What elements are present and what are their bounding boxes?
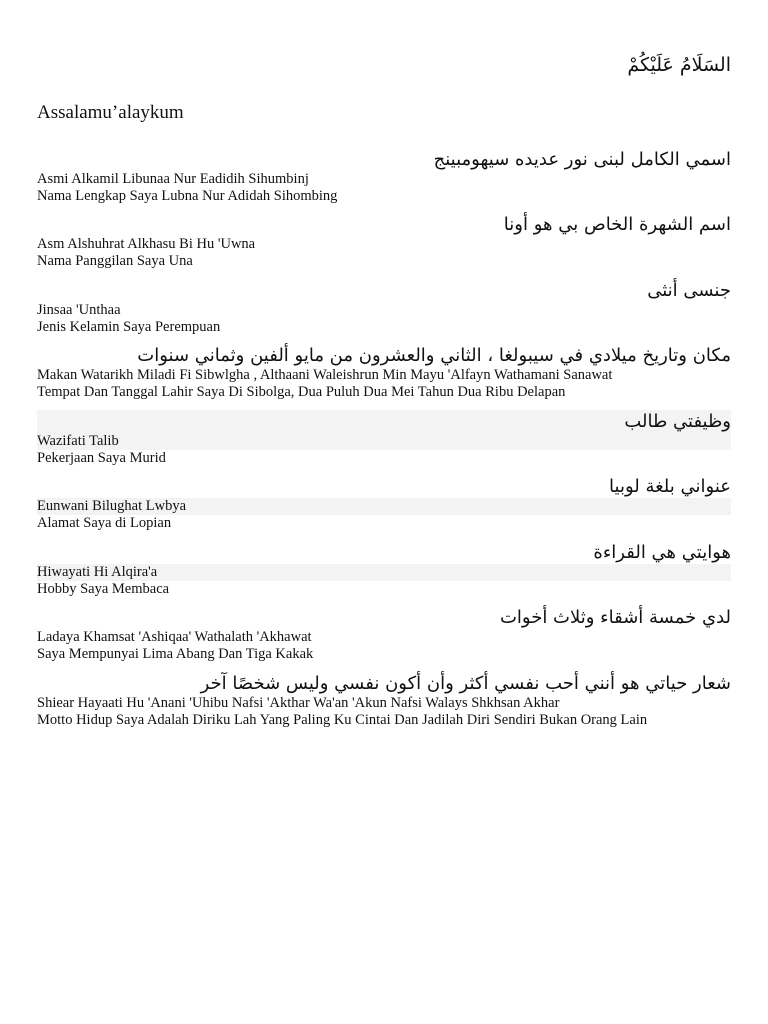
transliteration-line: Eunwani Bilughat Lwbya <box>37 498 731 515</box>
entry-hobby <box>37 541 731 598</box>
arabic-line: لدي خمسة أشقاء وثلاث أخوات <box>499 607 731 628</box>
entry-siblings <box>37 606 731 663</box>
transliteration-line: Shiear Hayaati Hu 'Anani 'Uhibu Nafsi 'Akthar Wa'an 'Akun Nafsi Walays Shkhsan Akhar <box>37 695 560 711</box>
entry-full-name <box>37 148 731 205</box>
transliteration-line: Hiwayati Hi Alqira'a <box>37 564 731 581</box>
document-page <box>37 0 731 1024</box>
indonesian-line: Saya Mempunyai Lima Abang Dan Tiga Kakak <box>37 646 314 662</box>
transliteration-line: Ladaya Khamsat 'Ashiqaa' Wathalath 'Akhawat <box>37 629 312 645</box>
transliteration-line: Jinsaa 'Unthaa <box>37 302 121 318</box>
indonesian-line: Jenis Kelamin Saya Perempuan <box>37 319 221 335</box>
arabic-line: اسمي الكامل لبنى نور عديده سيهومبينج <box>433 149 731 170</box>
entry-nickname <box>37 213 731 270</box>
indonesian-line: Nama Panggilan Saya Una <box>37 253 193 269</box>
entry-occupation <box>37 410 731 467</box>
indonesian-line: Pekerjaan Saya Murid <box>37 450 166 466</box>
transliteration-line: Asm Alshuhrat Alkhasu Bi Hu 'Uwna <box>37 236 256 252</box>
entry-motto <box>37 672 731 729</box>
arabic-line: جنسى أنثى <box>647 280 731 301</box>
arabic-line: عنواني بلغة لوبيا <box>609 476 731 497</box>
greeting-arabic: السَلَامُ عَلَيْكُمْ <box>627 54 731 76</box>
entry-gender <box>37 279 731 336</box>
arabic-line: اسم الشهرة الخاص بي هو أونا <box>503 214 731 235</box>
indonesian-line: Alamat Saya di Lopian <box>37 515 172 531</box>
transliteration-line: Wazifati Talib <box>37 433 731 450</box>
transliteration-line: Makan Watarikh Miladi Fi Sibwlgha , Althaani Waleishrun Min Mayu 'Alfayn Wathamani Sanawat <box>37 367 613 383</box>
arabic-line: مكان وتاريخ ميلادي في سيبولغا ، الثاني والعشرون من مايو ألفين وثماني سنوات <box>137 345 731 366</box>
transliteration-line: Asmi Alkamil Libunaa Nur Eadidih Sihumbinj <box>37 171 309 187</box>
arabic-line: شعار حياتي هو أنني أحب نفسي أكثر وأن أكون نفسي وليس شخصًا آخر <box>200 673 731 694</box>
indonesian-line: Nama Lengkap Saya Lubna Nur Adidah Sihombing <box>37 188 338 204</box>
greeting-latin: Assalamu’alaykum <box>37 102 184 123</box>
indonesian-line: Motto Hidup Saya Adalah Diriku Lah Yang Paling Ku Cintai Dan Jadilah Diri Sendiri Bukan Orang Lain <box>37 712 648 728</box>
entry-address <box>37 475 731 532</box>
arabic-line: وظيفتي طالب <box>37 410 731 433</box>
indonesian-line: Tempat Dan Tanggal Lahir Saya Di Sibolga, Dua Puluh Dua Mei Tahun Dua Ribu Delapan <box>37 384 566 400</box>
entry-birth <box>37 344 731 401</box>
indonesian-line: Hobby Saya Membaca <box>37 581 170 597</box>
arabic-line: هوايتي هي القراءة <box>593 542 731 563</box>
